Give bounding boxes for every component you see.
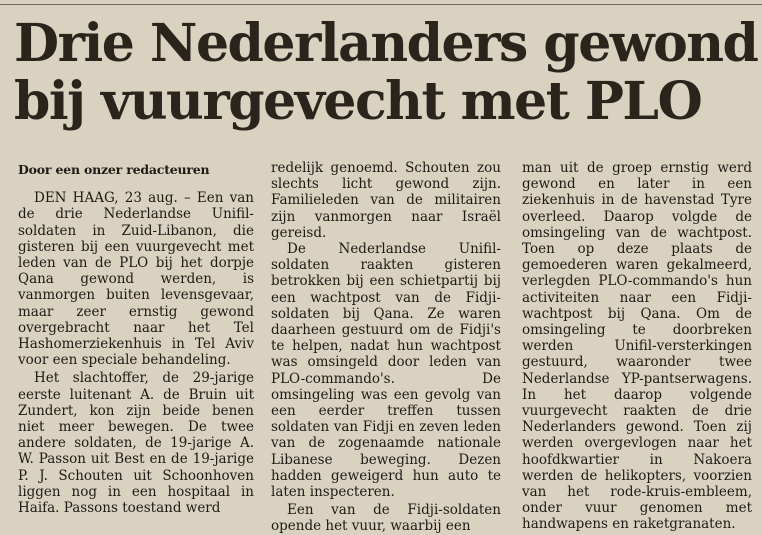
paragraph: Het slachtoffer, de 29-jarige eerste luitenant A. de Bruin uit Zundert, kon zijn beide benen niet meer bewegen. De twee andere soldaten, de 19-jarige A. W. Passon uit Best en de 19-jarige P. J. Schouten uit Schoonhoven liggen nog in een hospitaal in Haifa. Passons toestand werd <box>18 370 254 517</box>
top-rule <box>0 4 762 5</box>
column-3 <box>522 160 752 533</box>
paragraph: De Nederlandse Unifil-soldaten raakten gisteren betrokken bij een schietpartij bij een wachtpost van de Fidji-soldaten bij Qana. Ze waren daarheen gestuurd om de Fidji's te helpen, nadat hun wachtpost was omsingeld door leden van PLO-commando's. De omsingeling was een gevolg van een eerder treffen tussen soldaten van Fidji en zeven leden van de zogenaamde nationale Libanese beweging. Dezen hadden geweigerd hun auto te laten inspecteren. <box>271 241 501 501</box>
paragraph: redelijk genoemd. Schouten zou slechts licht gewond zijn. Familieleden van de militairen zijn vanmorgen naar Israël gereisd. <box>271 160 501 241</box>
column-1 <box>18 162 254 516</box>
paragraph: man uit de groep ernstig werd gewond en later in een ziekenhuis in de havenstad Tyre overleed. Daarop volgde de omsingeling van de wachtpost. Toen op deze plaats de gemoederen waren gekalmeerd, verlegden PLO-commando's hun activiteiten naar een Fidji-wachtpost bij Qana. Om de omsingeling te doorbreken werden Unifil-versterkingen gestuurd, waaronder twee Nederlandse YP-pantserwagens. In het daarop volgende vuurgevecht raakten de drie Nederlanders gewond. Toen zij werden overgevlogen naar het hoofdkwartier in Nakoera werden de helikopters, voorzien van het rode-kruis-embleem, onder vuur genomen met handwapens en raketgranaten. <box>522 160 752 533</box>
byline: Door een onzer redacteuren <box>18 162 210 177</box>
paragraph: DEN HAAG, 23 aug. – Een van de drie Nederlandse Unifil-soldaten in Zuid-Libanon, die gisteren bij een vuurgevecht met leden van de PLO bij het dorpje Qana gewond werden, is vanmorgen buiten levensgevaar, maar zeer ernstig gewond overgebracht naar het Tel Hashomerziekenhuis in Tel Aviv voor een speciale behandeling. <box>18 190 254 369</box>
headline <box>14 13 758 132</box>
column-2 <box>271 160 501 535</box>
headline-line-1: Drie Nederlanders gewond <box>14 13 758 74</box>
paragraph: Een van de Fidji-soldaten opende het vuur, waarbij een <box>271 502 501 535</box>
headline-line-2: bij vuurgevecht met PLO <box>14 71 702 132</box>
